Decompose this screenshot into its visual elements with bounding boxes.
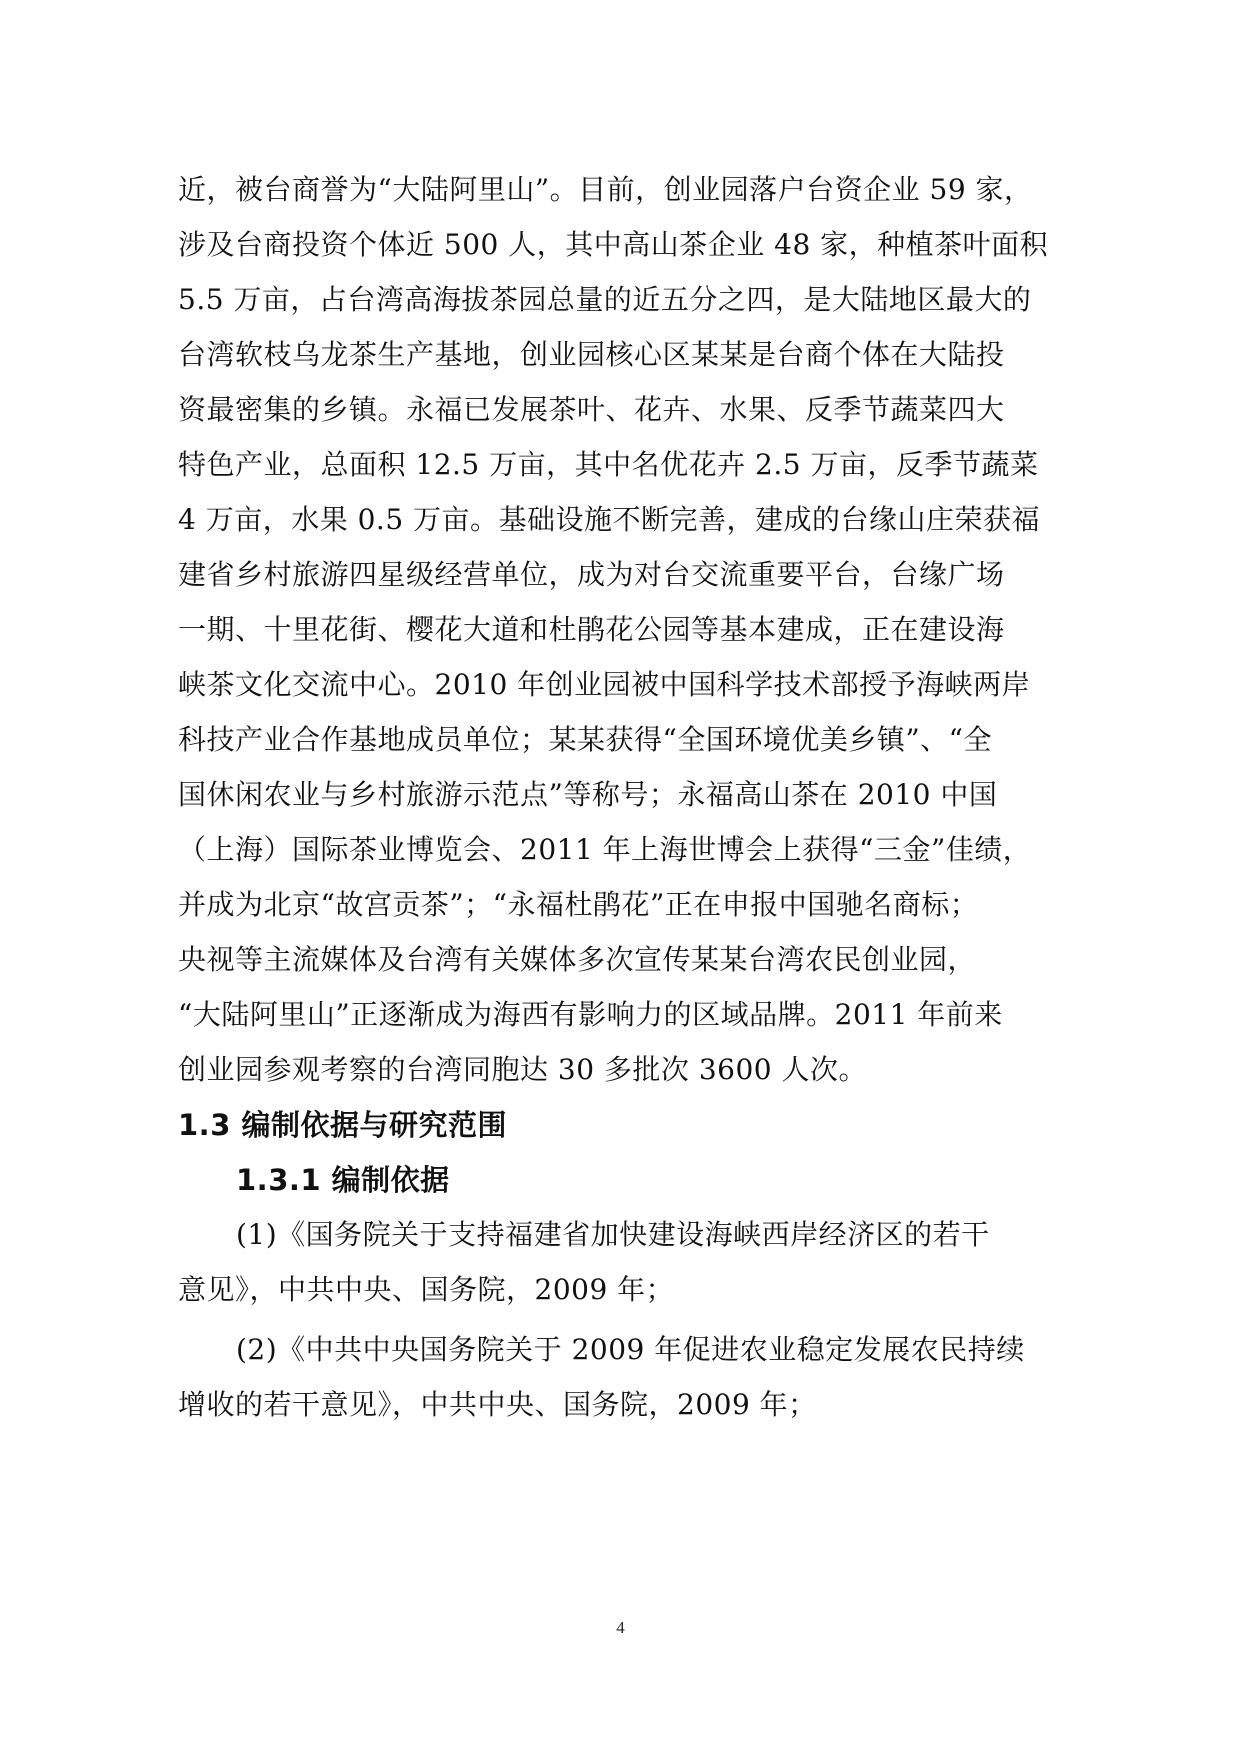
reference-item-1-line-2: 意见》，中共中央、国务院，2009 年； [178,1273,675,1306]
paragraph-line: 5.5 万亩，占台湾高海拔茶园总量的近五分之四，是大陆地区最大的 [178,283,1032,316]
reference-item-2-line-2: 增收的若干意见》，中共中央、国务院，2009 年； [178,1388,817,1421]
paragraph-line: 科技产业合作基地成员单位；某某获得“全国环境优美乡镇”、“全 [178,723,992,756]
paragraph-line: （上海）国际茶业博览会、2011 年上海世博会上获得“三金”佳绩， [178,833,1032,866]
paragraph-line: 资最密集的乡镇。永福已发展茶叶、花卉、水果、反季节蔬菜四大 [178,393,1005,426]
section-heading: 1.3 编制依据与研究范围 [178,1108,507,1142]
paragraph-line: 建省乡村旅游四星级经营单位，成为对台交流重要平台，台缘广场 [178,558,1005,591]
paragraph-line: 4 万亩，水果 0.5 万亩。基础设施不断完善，建成的台缘山庄荣获福 [178,503,1041,536]
paragraph-line: 一期、十里花街、樱花大道和杜鹃花公园等基本建成，正在建设海 [178,613,1005,646]
paragraph-line: 并成为北京“故宫贡茶”；“永福杜鹃花”正在申报中国驰名商标； [178,888,979,921]
paragraph-line: 近，被台商誉为“大陆阿里山”。目前，创业园落户台资企业 59 家， [178,173,1033,206]
reference-item-2-line-1: (2)《中共中央国务院关于 2009 年促进农业稳定发展农民持续 [236,1333,1025,1366]
paragraph-line: 峡茶文化交流中心。2010 年创业园被中国科学技术部授予海峡两岸 [178,668,1031,701]
paragraph-line: 央视等主流媒体及台湾有关媒体多次宣传某某台湾农民创业园， [178,943,977,976]
reference-item-1-line-1: (1)《国务院关于支持福建省加快建设海峡西岸经济区的若干 [236,1218,990,1251]
paragraph-line: “大陆阿里山”正逐渐成为海西有影响力的区域品牌。2011 年前来 [178,998,1003,1031]
subsection-heading: 1.3.1 编制依据 [236,1163,450,1197]
paragraph-line: 涉及台商投资个体近 500 人，其中高山茶企业 48 家，种植茶叶面积 [178,228,1049,261]
paragraph-line: 国休闲农业与乡村旅游示范点”等称号；永福高山茶在 2010 中国 [178,778,998,811]
page-number: 4 [616,1618,625,1637]
paragraph-line: 特色产业，总面积 12.5 万亩，其中名优花卉 2.5 万亩，反季节蔬菜 [178,448,1039,481]
paragraph-line: 台湾软枝乌龙茶生产基地，创业园核心区某某是台商个体在大陆投 [178,338,1005,371]
paragraph-line: 创业园参观考察的台湾同胞达 30 多批次 3600 人次。 [178,1053,867,1086]
